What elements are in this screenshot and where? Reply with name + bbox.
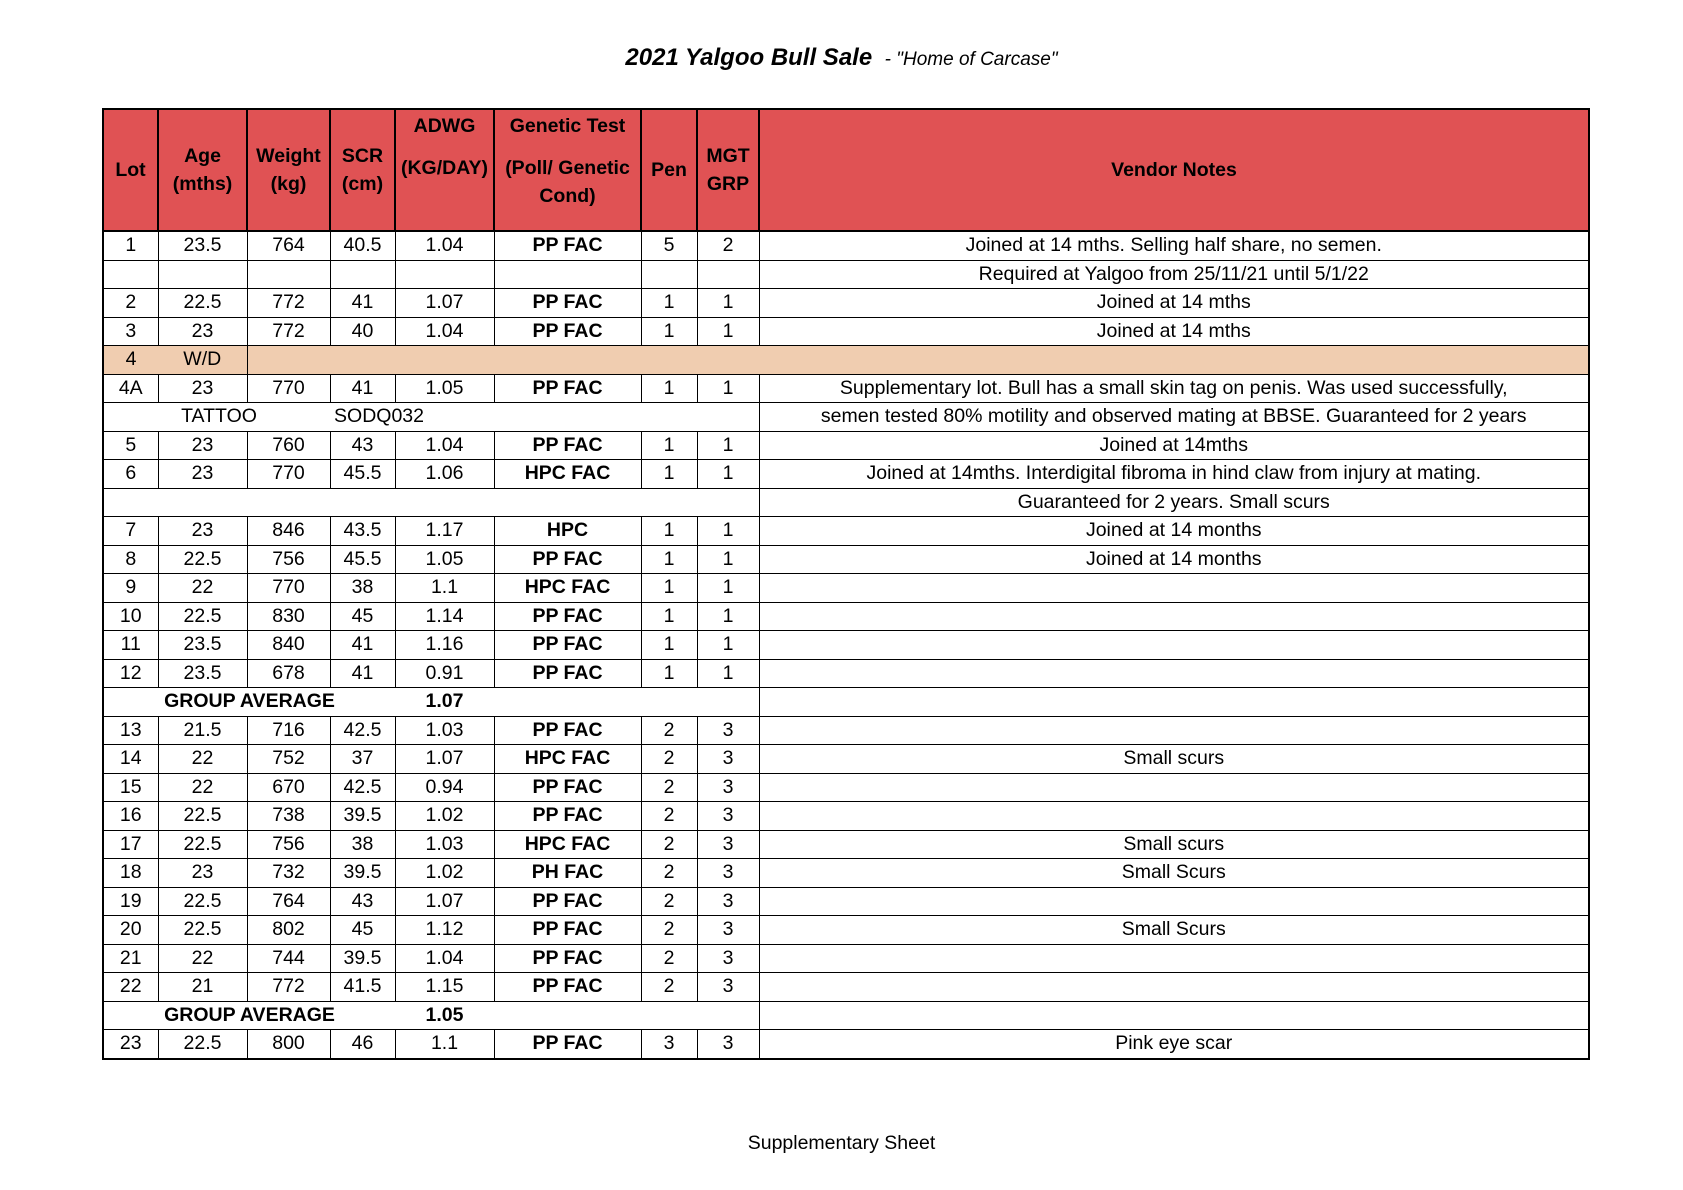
cell-lot: 9 xyxy=(103,574,158,603)
cell-adwg: 1.1 xyxy=(395,574,494,603)
cell-weight: 846 xyxy=(247,517,330,546)
table-row xyxy=(103,944,1589,973)
table-row-tattoo xyxy=(103,403,1589,432)
cell-genetic-test: PP FAC xyxy=(494,602,641,631)
cell-weight: 744 xyxy=(247,944,330,973)
table-row xyxy=(103,602,1589,631)
cell-mgt-grp: 2 xyxy=(697,231,759,260)
cell-adwg: 1.04 xyxy=(395,317,494,346)
table-body xyxy=(103,231,1589,1059)
cell-genetic-test: PP FAC xyxy=(494,545,641,574)
cell-lot: 19 xyxy=(103,887,158,916)
cell-pen: 2 xyxy=(641,973,697,1002)
cell-genetic-test: PP FAC xyxy=(494,431,641,460)
cell-lot: 13 xyxy=(103,716,158,745)
table-row xyxy=(103,887,1589,916)
cell-scr: 38 xyxy=(330,830,395,859)
table-row-note xyxy=(103,260,1589,289)
table-row xyxy=(103,517,1589,546)
cell-genetic-test: HPC FAC xyxy=(494,460,641,489)
cell-pen: 2 xyxy=(641,916,697,945)
cell-lot: 21 xyxy=(103,944,158,973)
cell-vendor-notes: Small Scurs xyxy=(759,916,1589,945)
cell-vendor-notes: Pink eye scar xyxy=(759,1030,1589,1059)
cell-mgt-grp: 1 xyxy=(697,431,759,460)
cell-lot: 6 xyxy=(103,460,158,489)
cell-lot: 10 xyxy=(103,602,158,631)
cell-mgt-grp: 3 xyxy=(697,716,759,745)
cell-pen: 1 xyxy=(641,602,697,631)
cell-adwg: 1.04 xyxy=(395,944,494,973)
cell-lot: 15 xyxy=(103,773,158,802)
cell-age: 23.5 xyxy=(158,631,247,660)
cell-lot: 8 xyxy=(103,545,158,574)
cell-age: 22.5 xyxy=(158,830,247,859)
cell-genetic-test: PP FAC xyxy=(494,231,641,260)
cell-vendor-notes: Required at Yalgoo from 25/11/21 until 5/1/22 xyxy=(759,260,1589,289)
table-row xyxy=(103,773,1589,802)
cell-empty xyxy=(330,260,395,289)
cell-vendor-notes: Joined at 14 months xyxy=(759,517,1589,546)
cell-vendor-notes xyxy=(759,688,1589,717)
cell-lot: 11 xyxy=(103,631,158,660)
cell-weight: 770 xyxy=(247,460,330,489)
table-row-withdrawn xyxy=(103,346,1589,375)
cell-adwg: 1.04 xyxy=(395,231,494,260)
cell-adwg: 0.91 xyxy=(395,659,494,688)
cell-empty xyxy=(158,260,247,289)
col-header-genetic-test: Genetic Test (Poll/ Genetic Cond) xyxy=(494,109,641,231)
cell-genetic-test: PP FAC xyxy=(494,631,641,660)
cell-lot: 12 xyxy=(103,659,158,688)
cell-age: 23 xyxy=(158,859,247,888)
cell-age: 22.5 xyxy=(158,545,247,574)
cell-mgt-grp: 1 xyxy=(697,631,759,660)
cell-age: 22.5 xyxy=(158,289,247,318)
cell-scr: 45.5 xyxy=(330,545,395,574)
cell-weight: 840 xyxy=(247,631,330,660)
cell-adwg: 1.06 xyxy=(395,460,494,489)
cell-lot: 4A xyxy=(103,374,158,403)
cell-lot: 17 xyxy=(103,830,158,859)
cell-vendor-notes xyxy=(759,716,1589,745)
col-header-pen: Pen xyxy=(641,109,697,231)
cell-age: 23.5 xyxy=(158,659,247,688)
cell-genetic-test: HPC xyxy=(494,517,641,546)
cell-scr: 40 xyxy=(330,317,395,346)
col-header-adwg: ADWG (KG/DAY) xyxy=(395,109,494,231)
cell-weight: 770 xyxy=(247,374,330,403)
cell-vendor-notes: Joined at 14mths xyxy=(759,431,1589,460)
col-header-lot: Lot xyxy=(103,109,158,231)
cell-empty xyxy=(641,260,697,289)
table-row xyxy=(103,973,1589,1002)
cell-age: 23.5 xyxy=(158,231,247,260)
cell-scr: 43 xyxy=(330,431,395,460)
cell-vendor-notes: Joined at 14mths. Interdigital fibroma in hind claw from injury at mating. xyxy=(759,460,1589,489)
table-row xyxy=(103,431,1589,460)
cell-lot: 7 xyxy=(103,517,158,546)
table-row-group-average xyxy=(103,1001,1589,1030)
cell-scr: 45 xyxy=(330,916,395,945)
cell-adwg: 1.07 xyxy=(395,887,494,916)
cell-weight: 770 xyxy=(247,574,330,603)
cell-group-average-label: GROUP AVERAGE xyxy=(103,1001,395,1030)
cell-scr: 42.5 xyxy=(330,773,395,802)
cell-scr: 41 xyxy=(330,289,395,318)
cell-lot: 1 xyxy=(103,231,158,260)
cell-mgt-grp: 1 xyxy=(697,517,759,546)
cell-empty xyxy=(494,260,641,289)
cell-age: 23 xyxy=(158,517,247,546)
cell-group-average-adwg: 1.05 xyxy=(395,1001,494,1030)
table-row xyxy=(103,659,1589,688)
cell-age: 23 xyxy=(158,431,247,460)
cell-weight: 830 xyxy=(247,602,330,631)
cell-age: 22.5 xyxy=(158,1030,247,1059)
cell-genetic-test: PP FAC xyxy=(494,887,641,916)
table-row xyxy=(103,631,1589,660)
cell-empty xyxy=(103,260,158,289)
table-row xyxy=(103,802,1589,831)
cell-mgt-grp: 1 xyxy=(697,545,759,574)
cell-mgt-grp: 1 xyxy=(697,374,759,403)
cell-mgt-grp: 3 xyxy=(697,1030,759,1059)
cell-pen: 1 xyxy=(641,574,697,603)
cell-scr: 43 xyxy=(330,887,395,916)
cell-weight: 756 xyxy=(247,830,330,859)
cell-vendor-notes: Small scurs xyxy=(759,745,1589,774)
cell-mgt-grp: 1 xyxy=(697,574,759,603)
cell-scr: 46 xyxy=(330,1030,395,1059)
cell-pen: 1 xyxy=(641,631,697,660)
title-subtitle: - "Home of Carcase" xyxy=(884,49,1058,70)
cell-pen: 1 xyxy=(641,431,697,460)
cell-lot: 22 xyxy=(103,973,158,1002)
cell-adwg: 1.04 xyxy=(395,431,494,460)
cell-genetic-test: PP FAC xyxy=(494,773,641,802)
tattoo-label: TATTOO xyxy=(181,405,257,428)
cell-empty xyxy=(697,260,759,289)
cell-lot: 16 xyxy=(103,802,158,831)
cell-group-average-adwg: 1.07 xyxy=(395,688,494,717)
cell-vendor-notes: semen tested 80% motility and observed mating at BBSE. Guaranteed for 2 years xyxy=(759,403,1589,432)
cell-age: 22.5 xyxy=(158,602,247,631)
cell-genetic-test: PH FAC xyxy=(494,859,641,888)
cell-age: 23 xyxy=(158,317,247,346)
cell-vendor-notes xyxy=(759,602,1589,631)
cell-age: 23 xyxy=(158,374,247,403)
cell-genetic-test: PP FAC xyxy=(494,916,641,945)
cell-pen: 2 xyxy=(641,830,697,859)
cell-weight: 760 xyxy=(247,431,330,460)
cell-scr: 39.5 xyxy=(330,802,395,831)
footer-label: Supplementary Sheet xyxy=(747,1132,936,1154)
cell-weight: 732 xyxy=(247,859,330,888)
cell-scr: 42.5 xyxy=(330,716,395,745)
cell-genetic-test: PP FAC xyxy=(494,289,641,318)
table-row xyxy=(103,916,1589,945)
cell-adwg: 1.07 xyxy=(395,289,494,318)
cell-pen: 2 xyxy=(641,716,697,745)
cell-group-average-label: GROUP AVERAGE xyxy=(103,688,395,717)
cell-vendor-notes xyxy=(759,631,1589,660)
cell-genetic-test: PP FAC xyxy=(494,1030,641,1059)
cell-empty-span xyxy=(103,488,759,517)
cell-genetic-test: HPC FAC xyxy=(494,830,641,859)
cell-vendor-notes xyxy=(759,659,1589,688)
cell-age: 22 xyxy=(158,944,247,973)
cell-mgt-grp: 3 xyxy=(697,802,759,831)
cell-vendor-notes: Joined at 14 mths xyxy=(759,289,1589,318)
cell-adwg: 1.03 xyxy=(395,830,494,859)
col-header-scr: SCR (cm) xyxy=(330,109,395,231)
cell-lot: 14 xyxy=(103,745,158,774)
cell-mgt-grp: 1 xyxy=(697,460,759,489)
cell-adwg: 1.1 xyxy=(395,1030,494,1059)
cell-pen: 5 xyxy=(641,231,697,260)
cell-pen: 1 xyxy=(641,517,697,546)
table-row xyxy=(103,289,1589,318)
cell-pen: 1 xyxy=(641,545,697,574)
cell-weight: 800 xyxy=(247,1030,330,1059)
cell-pen: 2 xyxy=(641,944,697,973)
table-row xyxy=(103,231,1589,260)
cell-lot: 4 xyxy=(103,346,158,375)
cell-vendor-notes: Guaranteed for 2 years. Small scurs xyxy=(759,488,1589,517)
col-header-vendor-notes: Vendor Notes xyxy=(759,109,1589,231)
cell-mgt-grp: 3 xyxy=(697,916,759,945)
cell-adwg: 1.05 xyxy=(395,374,494,403)
cell-tattoo xyxy=(103,403,759,432)
col-header-age: Age (mths) xyxy=(158,109,247,231)
cell-mgt-grp: 3 xyxy=(697,887,759,916)
cell-mgt-grp: 3 xyxy=(697,859,759,888)
cell-vendor-notes xyxy=(759,773,1589,802)
cell-age: 22.5 xyxy=(158,802,247,831)
cell-lot: 23 xyxy=(103,1030,158,1059)
cell-empty-span xyxy=(494,1001,759,1030)
cell-adwg: 1.16 xyxy=(395,631,494,660)
table-row-group-average xyxy=(103,688,1589,717)
cell-vendor-notes xyxy=(759,973,1589,1002)
cell-lot: 5 xyxy=(103,431,158,460)
cell-adwg: 1.05 xyxy=(395,545,494,574)
cell-pen: 1 xyxy=(641,460,697,489)
cell-lot: 2 xyxy=(103,289,158,318)
cell-weight: 772 xyxy=(247,317,330,346)
cell-age: 22 xyxy=(158,745,247,774)
cell-vendor-notes: Joined at 14 months xyxy=(759,545,1589,574)
cell-age: 22 xyxy=(158,574,247,603)
cell-age: 22 xyxy=(158,773,247,802)
cell-vendor-notes: Joined at 14 mths. Selling half share, no semen. xyxy=(759,231,1589,260)
cell-weight: 764 xyxy=(247,231,330,260)
col-header-mgt-grp: MGT GRP xyxy=(697,109,759,231)
cell-weight: 772 xyxy=(247,973,330,1002)
cell-mgt-grp: 3 xyxy=(697,973,759,1002)
cell-age: 22.5 xyxy=(158,916,247,945)
cell-weight: 752 xyxy=(247,745,330,774)
cell-mgt-grp: 1 xyxy=(697,317,759,346)
cell-pen: 3 xyxy=(641,1030,697,1059)
cell-weight: 738 xyxy=(247,802,330,831)
cell-pen: 2 xyxy=(641,859,697,888)
cell-pen: 1 xyxy=(641,289,697,318)
cell-scr: 39.5 xyxy=(330,859,395,888)
table-row-note xyxy=(103,488,1589,517)
cell-lot: 3 xyxy=(103,317,158,346)
cell-genetic-test: HPC FAC xyxy=(494,574,641,603)
cell-adwg: 1.12 xyxy=(395,916,494,945)
cell-scr: 41.5 xyxy=(330,973,395,1002)
bull-sale-table xyxy=(102,108,1590,1060)
cell-adwg: 1.14 xyxy=(395,602,494,631)
cell-vendor-notes xyxy=(759,1001,1589,1030)
cell-weight: 716 xyxy=(247,716,330,745)
cell-adwg: 1.03 xyxy=(395,716,494,745)
cell-adwg: 1.02 xyxy=(395,859,494,888)
cell-scr: 38 xyxy=(330,574,395,603)
cell-vendor-notes: Small Scurs xyxy=(759,859,1589,888)
cell-vendor-notes: Joined at 14 mths xyxy=(759,317,1589,346)
cell-scr: 41 xyxy=(330,659,395,688)
col-header-weight: Weight (kg) xyxy=(247,109,330,231)
table-row xyxy=(103,460,1589,489)
cell-weight: 802 xyxy=(247,916,330,945)
cell-scr: 40.5 xyxy=(330,231,395,260)
cell-vendor-notes: Supplementary lot. Bull has a small skin tag on penis. Was used successfully, xyxy=(759,374,1589,403)
cell-genetic-test: PP FAC xyxy=(494,802,641,831)
table-row xyxy=(103,545,1589,574)
cell-adwg: 1.17 xyxy=(395,517,494,546)
cell-mgt-grp: 3 xyxy=(697,745,759,774)
cell-empty-span xyxy=(494,688,759,717)
cell-pen: 1 xyxy=(641,659,697,688)
page-title xyxy=(0,44,1683,72)
cell-scr: 39.5 xyxy=(330,944,395,973)
cell-adwg: 0.94 xyxy=(395,773,494,802)
cell-genetic-test: PP FAC xyxy=(494,973,641,1002)
cell-vendor-notes xyxy=(759,802,1589,831)
cell-pen: 2 xyxy=(641,773,697,802)
table-row xyxy=(103,574,1589,603)
cell-empty xyxy=(247,260,330,289)
cell-mgt-grp: 1 xyxy=(697,602,759,631)
cell-vendor-notes xyxy=(759,887,1589,916)
table-row xyxy=(103,745,1589,774)
cell-weight: 764 xyxy=(247,887,330,916)
cell-vendor-notes: Small scurs xyxy=(759,830,1589,859)
cell-genetic-test: PP FAC xyxy=(494,716,641,745)
table-row xyxy=(103,859,1589,888)
cell-adwg: 1.15 xyxy=(395,973,494,1002)
cell-mgt-grp: 1 xyxy=(697,289,759,318)
cell-scr: 37 xyxy=(330,745,395,774)
cell-lot: 18 xyxy=(103,859,158,888)
table-row xyxy=(103,716,1589,745)
cell-pen: 1 xyxy=(641,317,697,346)
title-main: 2021 Yalgoo Bull Sale xyxy=(625,44,873,71)
cell-pen: 1 xyxy=(641,374,697,403)
cell-age: 22.5 xyxy=(158,887,247,916)
cell-weight: 670 xyxy=(247,773,330,802)
cell-scr: 41 xyxy=(330,374,395,403)
cell-vendor-notes xyxy=(759,944,1589,973)
table-row xyxy=(103,317,1589,346)
cell-mgt-grp: 3 xyxy=(697,830,759,859)
cell-status-withdrawn: W/D xyxy=(158,346,247,375)
cell-mgt-grp: 1 xyxy=(697,659,759,688)
table-row xyxy=(103,830,1589,859)
cell-mgt-grp: 3 xyxy=(697,773,759,802)
cell-genetic-test: PP FAC xyxy=(494,659,641,688)
cell-genetic-test: HPC FAC xyxy=(494,745,641,774)
table-row xyxy=(103,1030,1589,1059)
cell-empty-span xyxy=(247,346,1589,375)
table-row xyxy=(103,374,1589,403)
cell-scr: 41 xyxy=(330,631,395,660)
cell-pen: 2 xyxy=(641,802,697,831)
cell-weight: 678 xyxy=(247,659,330,688)
cell-scr: 45 xyxy=(330,602,395,631)
cell-age: 21.5 xyxy=(158,716,247,745)
cell-lot: 20 xyxy=(103,916,158,945)
cell-empty xyxy=(395,260,494,289)
tattoo-value: SODQ032 xyxy=(334,405,424,428)
cell-weight: 756 xyxy=(247,545,330,574)
header-row xyxy=(103,109,1589,231)
cell-vendor-notes xyxy=(759,574,1589,603)
cell-age: 21 xyxy=(158,973,247,1002)
cell-pen: 2 xyxy=(641,887,697,916)
cell-adwg: 1.07 xyxy=(395,745,494,774)
cell-genetic-test: PP FAC xyxy=(494,944,641,973)
cell-genetic-test: PP FAC xyxy=(494,317,641,346)
cell-weight: 772 xyxy=(247,289,330,318)
cell-genetic-test: PP FAC xyxy=(494,374,641,403)
cell-mgt-grp: 3 xyxy=(697,944,759,973)
cell-pen: 2 xyxy=(641,745,697,774)
cell-adwg: 1.02 xyxy=(395,802,494,831)
cell-age: 23 xyxy=(158,460,247,489)
cell-scr: 43.5 xyxy=(330,517,395,546)
cell-scr: 45.5 xyxy=(330,460,395,489)
